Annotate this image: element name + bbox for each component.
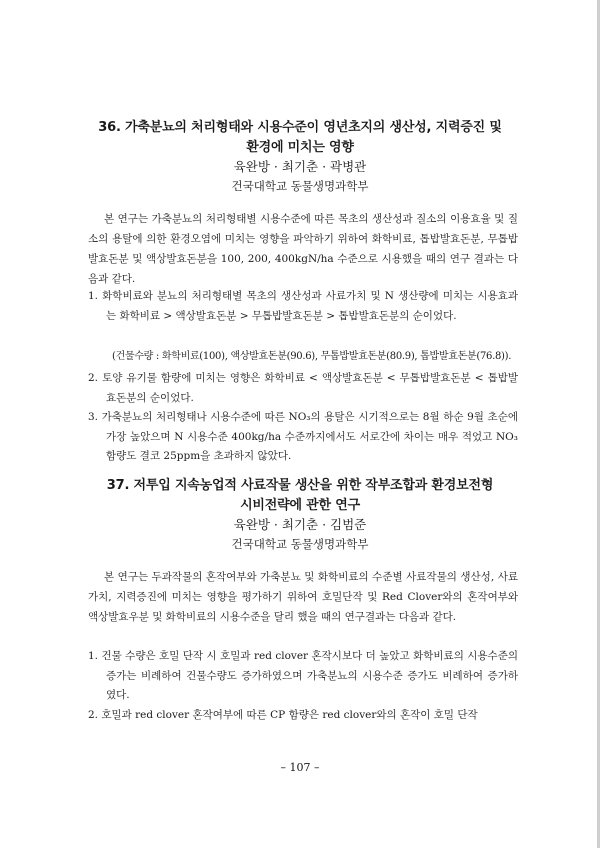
section-37-affiliation: 건국대학교 동물생명과학부 xyxy=(231,537,369,551)
section-36-intro: 본 연구는 가축분뇨의 처리형태별 시용수준에 따른 목초의 생산성과 질소의 이용효율 및 질소의 용탈에 의한 환경오염에 미치는 영향을 파악하기 위하여 화학비료, 톱밥발효돈분, 무톱밥발효돈분 및 액상발효돈분을 100, 200, 400kgN/ha 수준으로 시용했을 때의 연구 결과는 다음과 같다. xyxy=(88,213,518,285)
section-37-authors: 육완방 · 최기춘 · 김범준 xyxy=(233,517,367,532)
section-36-title-line2: 환경에 미치는 영향 xyxy=(246,140,354,155)
section-37-intro: 본 연구는 두과작물의 혼작여부와 가축분뇨 및 화학비료의 수준별 사료작물의 생산성, 사료가치, 지력증진에 미치는 영향을 평가하기 위하여 호밀단작 및 Red Clover와의 혼작여부와 액상발효우분 및 화학비료의 시용수준을 달리 했을 때의 연구결과는 다음과 같다. xyxy=(88,571,518,623)
section-37-title-line1: 37. 저투입 지속농업적 사료작물 생산을 위한 작부조합과 환경보전형 xyxy=(106,478,494,493)
section-36-authors: 육완방 · 최기춘 · 곽병관 xyxy=(233,159,367,174)
section-36-title-line1: 36. 가축분뇨의 처리형태와 시용수준이 영년초지의 생산성, 지력증진 및 xyxy=(98,120,502,135)
section-37-item-2: 2. 호밀과 red clover 혼작여부에 따른 CP 함량은 red clover와의 혼작이 호밀 단작 xyxy=(88,709,478,721)
section-36-item-2: 2. 토양 유기물 함량에 미치는 영향은 화학비료 < 액상발효돈분 < 무톱밥발효돈분 < 톱밥발효돈분의 순이었다. xyxy=(88,372,518,404)
section-36-affiliation: 건국대학교 동물생명과학부 xyxy=(231,179,369,193)
section-36-item-3: 3. 가축분뇨의 처리형태나 시용수준에 따른 NO₃의 용탈은 시기적으로는 8월 하순 9월 초순에 가장 높았으며 N 시용수준 400kg/ha 수준까지에서도 서로간에 차이는 매우 적었고 NO₃ 함량도 결코 25ppm을 초과하지 않았다. xyxy=(88,411,518,462)
page-number: – 107 – xyxy=(280,761,320,774)
section-36-note: (건물수량 : 화학비료(100), 액상발효돈분(90.6), 무톱밥발효돈분(80.9), 톱밥발효돈분(76.8)). xyxy=(112,351,512,362)
section-36-item-1: 1. 화학비료와 분뇨의 처리형태별 목초의 생산성과 사료가치 및 N 생산량에 미치는 시용효과는 화학비료 > 액상발효돈분 > 무톱밥발효돈분 > 톱밥발효돈분의 순이었다. xyxy=(88,290,518,322)
section-37-item-1: 1. 건물 수량은 호밀 단작 시 호밀과 red clover 혼작시보다 더 높았고 화학비료의 시용수준의 증가는 비례하여 건물수량도 증가하였으며 가축분뇨의 시용수준 증가도 비례하여 증가하였다. xyxy=(88,650,518,701)
section-37-title-line2: 시비전략에 관한 연구 xyxy=(240,498,360,513)
